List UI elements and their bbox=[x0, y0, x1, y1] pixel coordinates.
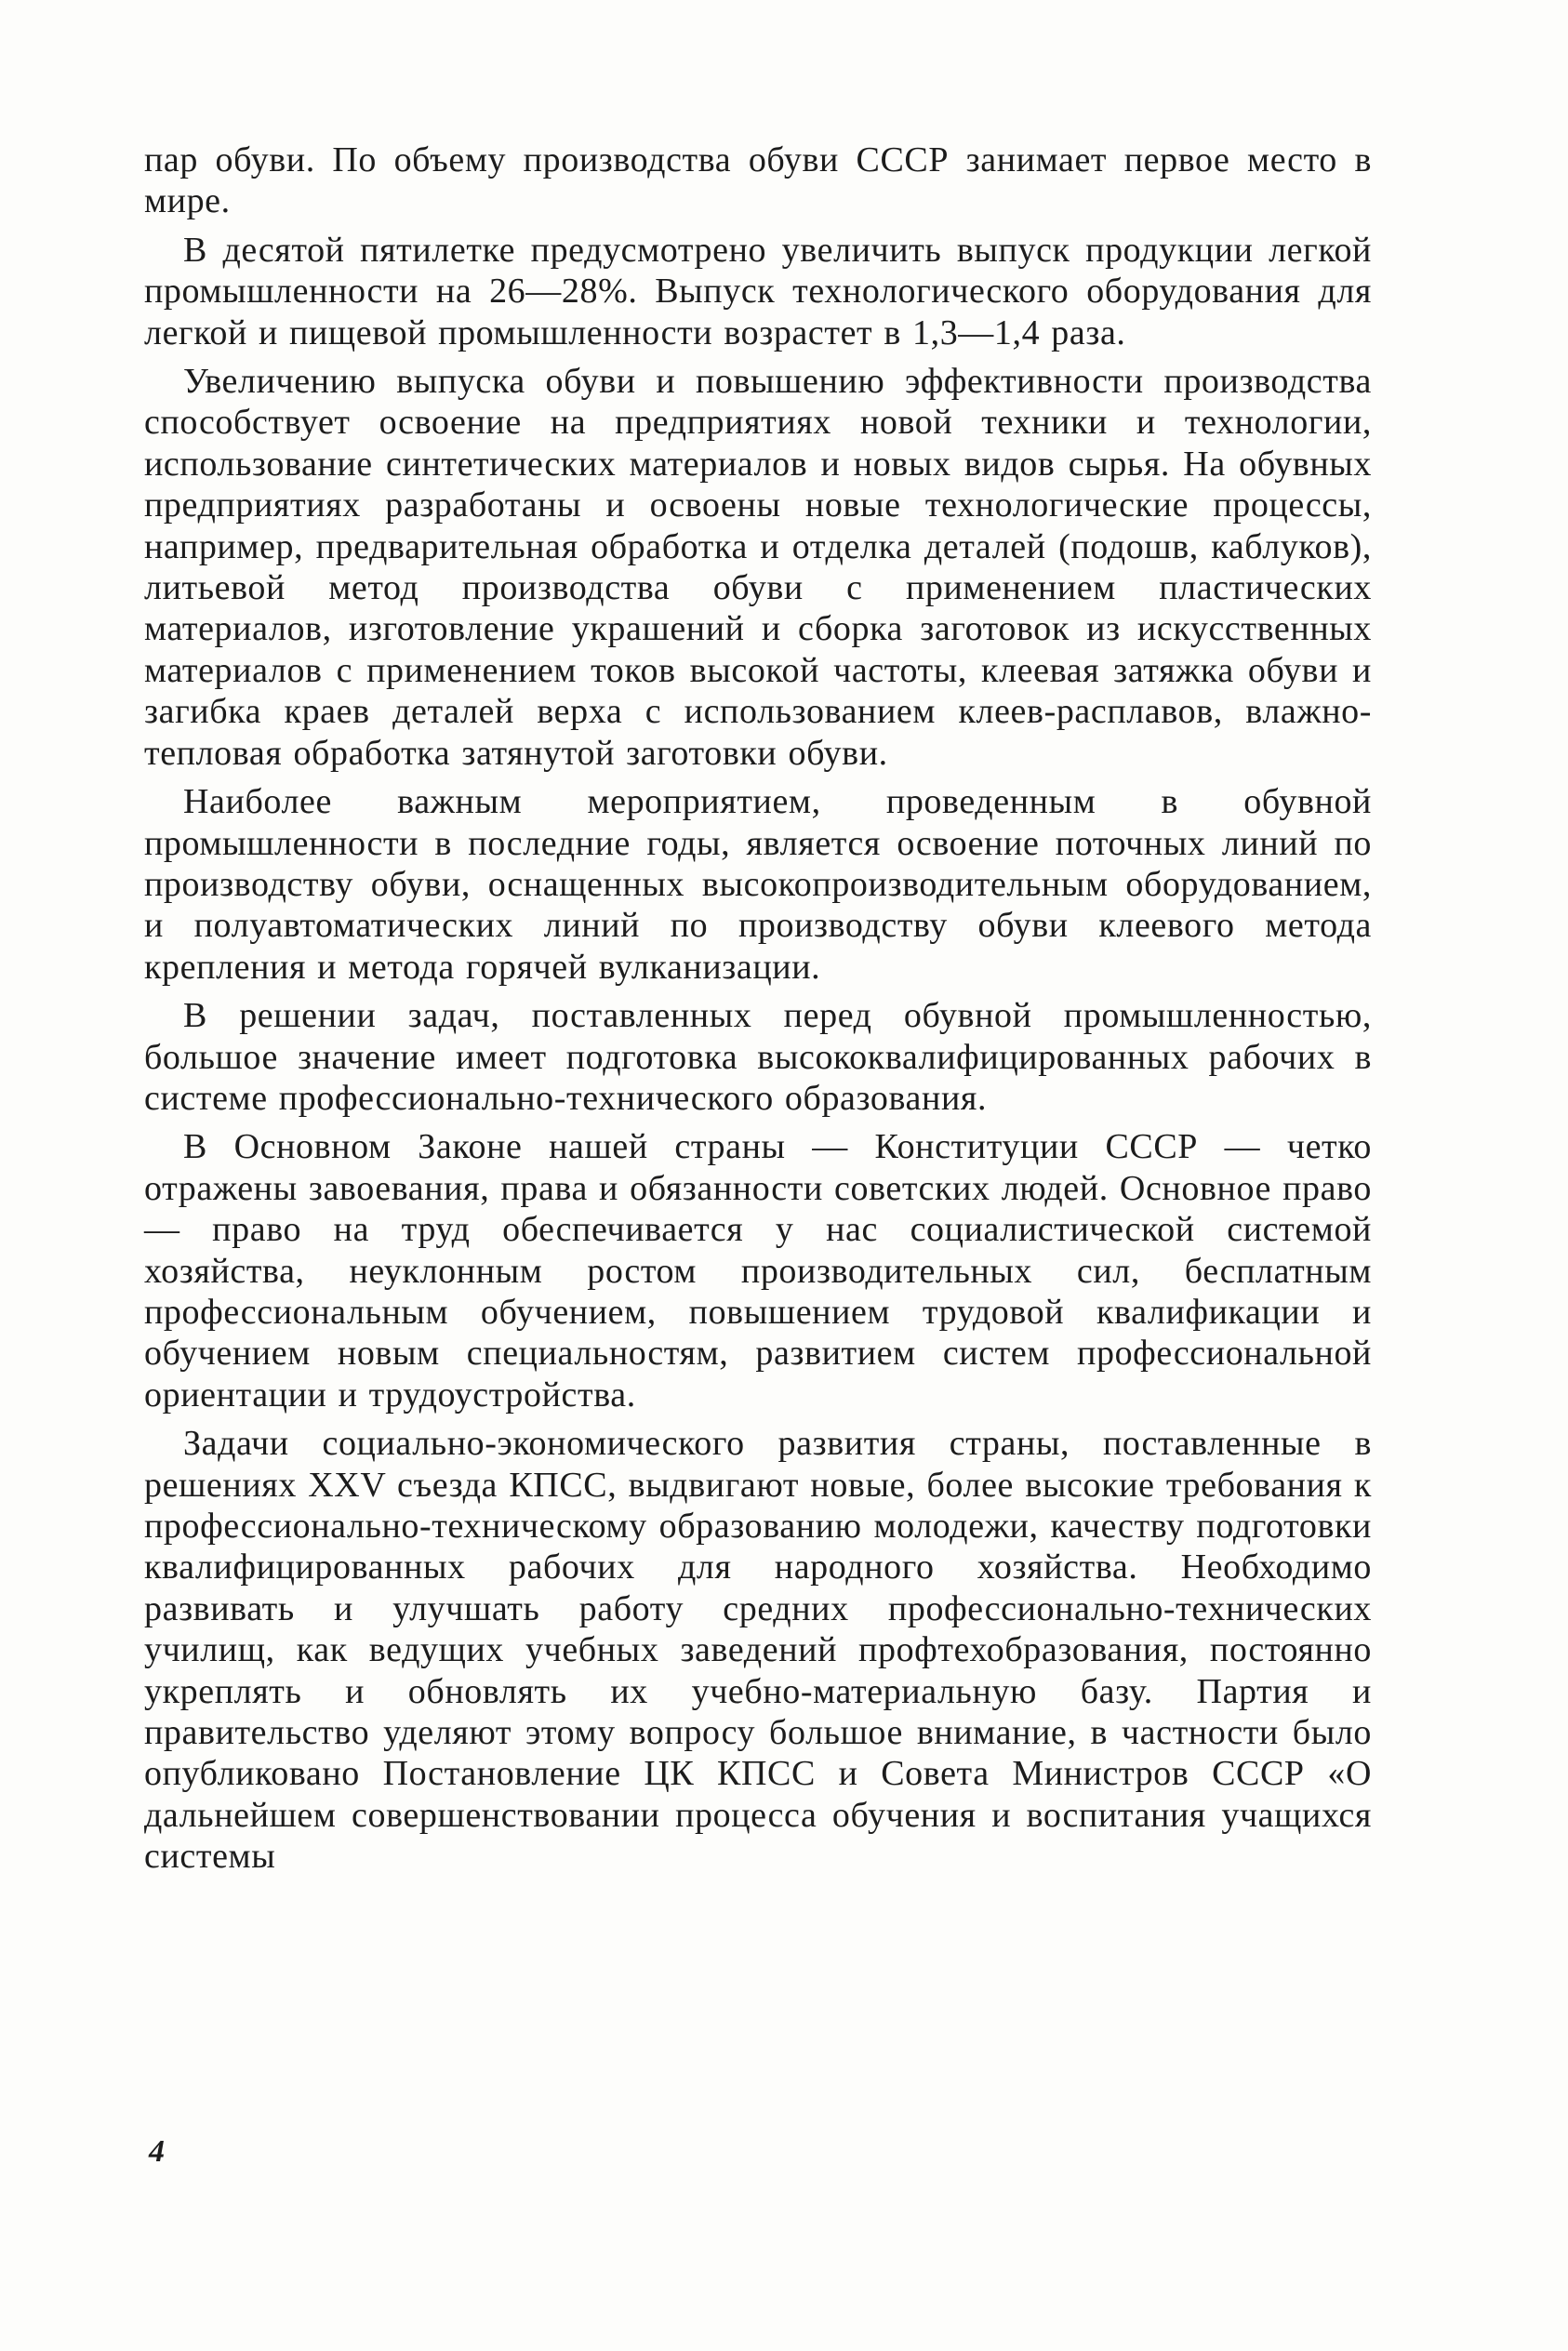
paragraph-five-year-plan: В десятой пятилетке предусмотрено увеличить выпуск продукции легкой промышленности на 26—28%. Выпуск технологического оборудования для легкой и пищевой промышленности возрастет в 1,3—1,4 раза. bbox=[144, 230, 1372, 352]
page-number: 4 bbox=[149, 2134, 165, 2169]
paragraph-new-technology: Увеличению выпуска обуви и повышению эффективности производства способствует освоение на предприятиях новой техники и технологии, использование синтетических материалов и новых видов сырья. На обувных предприятиях разработаны и освоены новые технологические процессы, например, предварительная обработка и отделка деталей (подошв, каблуков), литьевой метод производства обуви с применением пластических материалов, изготовление украшений и сборка заготовок из искусственных материалов с применением токов высокой частоты, клеевая затяжка обуви и загибка краев деталей верха с использованием клеев-расплавов, влажно-тепловая обработка затянутой заготовки обуви. bbox=[144, 362, 1372, 773]
paragraph-training: В решении задач, поставленных перед обувной промышленностью, большое значение имеет подготовка высококвалифицированных рабочих в системе профессионально-технического образования. bbox=[144, 996, 1372, 1118]
paragraph-xxv-congress: Задачи социально-экономического развития страны, поставленные в решениях XXV съезда КПСС, выдвигают новые, более высокие требования к профессионально-техническому образованию молодежи, качеству подготовки квалифицированных рабочих для народного хозяйства. Необходимо развивать и улучшать работу средних профессионально-технических училищ, как ведущих учебных заведений профтехобразования, постоянно укреплять и обновлять их учебно-материальную базу. Партия и правительство уделяют этому вопросу большое внимание, в частности было опубликовано Постановление ЦК КПСС и Совета Министров СССР «О дальнейшем совершенствовании процесса обучения и воспитания учащихся системы bbox=[144, 1424, 1372, 1877]
paragraph-continuation: пар обуви. По объему производства обуви СССР занимает первое место в мире. bbox=[144, 140, 1372, 221]
body-text bbox=[144, 139, 1372, 1878]
paragraph-production-lines: Наиболее важным мероприятием, проведенным в обувной промышленности в последние годы, является освоение поточных линий по производству обуви, оснащенных высокопроизводительным оборудованием, и полуавтоматических линий по производству обуви клеевого метода крепления и метода горячей вулканизации. bbox=[144, 782, 1372, 987]
paragraph-constitution: В Основном Законе нашей страны — Конституции СССР — четко отражены завоевания, права и обязанности советских людей. Основное право — право на труд обеспечивается у нас социалистической системой хозяйства, неуклонным ростом производительных сил, бесплатным профессиональным обучением, повышением трудовой квалификации и обучением новым специальностям, развитием систем профессиональной ориентации и трудоустройства. bbox=[144, 1127, 1372, 1415]
